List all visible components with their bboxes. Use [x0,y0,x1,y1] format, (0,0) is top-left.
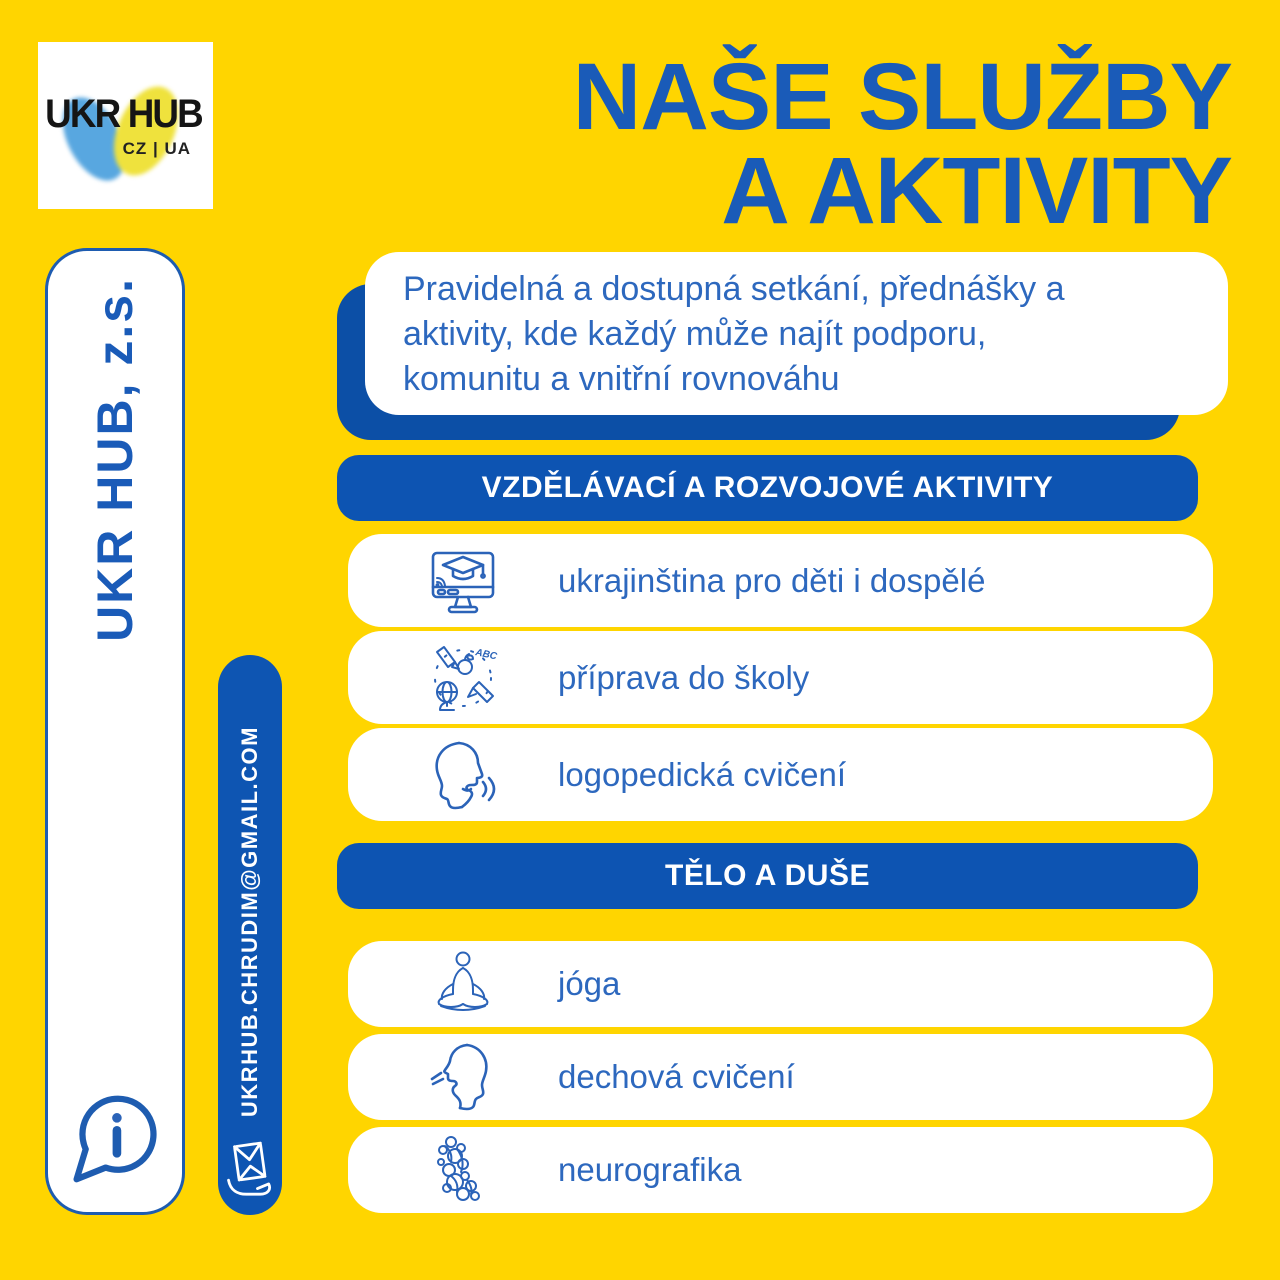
page-title-line2: A AKTIVITY [721,138,1232,245]
list-item-label: logopedická cvičení [558,755,847,793]
page-title-line1: NAŠE SLUŽBY [572,44,1232,150]
list-item-label: jóga [558,965,621,1002]
email-contact-bar [218,655,282,1215]
svg-text:ABC: ABC [474,646,498,662]
intro-card [365,252,1228,415]
email-address: UKRHUB.CHRUDIM@GMAIL.COM [237,725,262,1117]
list-item-label: dechová cvičení [558,1058,795,1095]
list-item-ukrainian-language [348,534,1213,627]
org-name-vertical-label: UKR HUB, z.s. [87,277,143,642]
list-item-label: ukrajinština pro děti i dospělé [558,561,986,599]
intro-text-line3: komunitu a vnitřní rovnováhu [403,360,840,399]
intro-text-line2: aktivity, kde každý může najít podporu, [403,315,987,354]
org-side-panel [45,248,185,1215]
envelope-in-hand-icon [222,1141,278,1197]
section-header-education: VZDĚLÁVACÍ A ROZVOJOVÉ AKTIVITY [337,455,1198,521]
logo [38,42,213,209]
list-item-label: příprava do školy [558,658,810,696]
intro-text-line1: Pravidelná a dostupná setkání, přednášky a [403,270,1065,308]
list-item-speech-therapy [348,728,1213,821]
online-learning-monitor-icon [424,542,502,620]
list-item-neurographics [348,1127,1213,1213]
speech-therapy-head-icon [424,736,502,814]
list-item-yoga [348,941,1213,1027]
logo-title: UKR HUB [45,92,202,136]
list-item-breathing-exercises [348,1034,1213,1120]
school-supplies-icon [424,639,502,717]
logo-subtitle: CZ | UA [122,139,191,158]
yoga-lotus-icon [424,945,502,1023]
neurographic-drawing-icon [424,1131,502,1209]
list-item-school-preparation [348,631,1213,724]
list-item-label: neurografika [558,1151,742,1188]
page-title [572,44,1232,245]
info-speech-bubble-icon [67,1090,163,1186]
breathing-head-icon [424,1038,502,1116]
section-header-body-and-soul: TĚLO A DUŠE [337,843,1198,909]
